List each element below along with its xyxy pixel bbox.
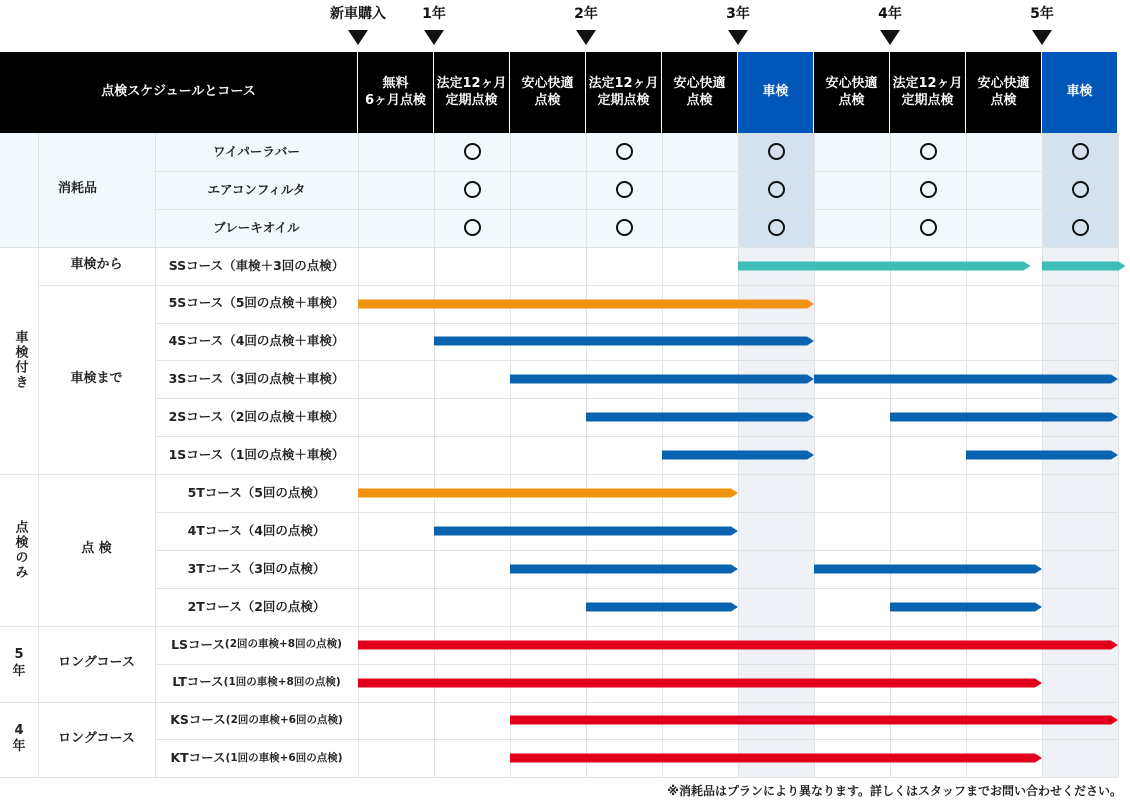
subgroup-label: ロングコース [58, 655, 135, 671]
course-bar-arrow [358, 678, 1042, 687]
course-label [155, 247, 358, 285]
milestone-arrow-icon [1032, 30, 1052, 45]
course-name: 2Sコース [168, 409, 224, 425]
milestone-arrow-icon [728, 30, 748, 45]
course-bar [738, 260, 1031, 272]
check-circle-icon [616, 219, 633, 236]
course-name: 2Tコース [187, 598, 242, 614]
course-bar-arrow [738, 261, 1031, 270]
check-circle-icon [768, 219, 785, 236]
course-bar-arrow [358, 299, 814, 308]
check-circle-icon [1072, 219, 1089, 236]
course-bar [966, 449, 1118, 461]
course-bar-arrow [814, 564, 1042, 573]
course-label [155, 702, 358, 740]
check-circle-icon [920, 181, 937, 198]
course-bar-arrow [434, 526, 738, 535]
group-label: 車検付き [12, 330, 28, 391]
course-bar [814, 563, 1042, 575]
course-detail: （車検＋3回の点検） [223, 257, 345, 273]
course-bar-arrow [890, 602, 1042, 611]
check-circle-icon [464, 219, 481, 236]
course-bar-arrow [1042, 261, 1126, 270]
course-bar [890, 601, 1042, 613]
course-detail: （5回の点検） [241, 484, 326, 500]
course-label [155, 739, 358, 777]
course-bar [1042, 260, 1126, 272]
check-circle-icon [464, 143, 481, 160]
course-bar-arrow [358, 640, 1118, 649]
course-bar [358, 487, 738, 499]
course-label [155, 588, 358, 626]
milestone-label: 3年 [726, 6, 750, 22]
header-column: 安心快適 点検 [510, 52, 586, 133]
consumable-item-label: ワイパーラバー [213, 143, 300, 159]
course-name: 4Tコース [187, 522, 242, 538]
course-name: 5Sコース [168, 295, 224, 311]
course-bar [510, 563, 738, 575]
course-bar-arrow [358, 489, 738, 498]
course-label [155, 474, 358, 512]
header-column: 安心快適 点検 [662, 52, 738, 133]
course-label [155, 550, 358, 588]
header-column: 法定12ヶ月 定期点検 [890, 52, 966, 133]
course-name: 3Tコース [187, 560, 242, 576]
course-name: 1Sコース [168, 447, 224, 462]
course-bar [510, 373, 814, 385]
course-bar-arrow [586, 602, 738, 611]
milestone-arrow-icon [576, 30, 596, 45]
group-label: 5 年 [12, 646, 26, 679]
course-name: 4Sコース [168, 333, 224, 349]
milestone-label: 2年 [574, 6, 598, 22]
subgroup-label: 車検から [70, 257, 123, 273]
course-label [155, 323, 358, 361]
header-column: 安心快適 点検 [814, 52, 890, 133]
course-label [155, 664, 358, 702]
footnote: ※消耗品はプランにより異なります。詳しくはスタッフまでお問い合わせください。 [667, 784, 1122, 798]
course-bar [358, 639, 1118, 651]
milestone-label: 4年 [878, 6, 902, 22]
course-bar-arrow [434, 337, 814, 346]
course-bar [662, 449, 814, 461]
grid-line-vertical [1118, 133, 1119, 777]
header-column: 車検 [1042, 52, 1118, 133]
course-bar-arrow [814, 375, 1118, 384]
course-detail: （4回の点検＋車検） [223, 333, 345, 349]
course-name: LSコース [171, 636, 225, 652]
consumables-group-label: 消耗品 [57, 181, 97, 197]
course-bar-arrow [586, 413, 814, 422]
subgroup-label: ロングコース [58, 730, 135, 746]
header-column: 車検 [738, 52, 814, 133]
course-bar [586, 601, 738, 613]
check-circle-icon [1072, 143, 1089, 160]
course-bar [434, 525, 738, 537]
course-bar [814, 373, 1118, 385]
course-bar [890, 411, 1118, 423]
course-bar-arrow [510, 564, 738, 573]
milestone-label: 1年 [422, 6, 446, 22]
milestone-label: 5年 [1030, 6, 1054, 22]
course-detail: （3回の点検＋車検） [223, 371, 345, 387]
course-name: KTコース [170, 750, 226, 766]
check-circle-icon [920, 219, 937, 236]
check-circle-icon [616, 181, 633, 198]
milestone-arrow-icon [348, 30, 368, 45]
course-label [155, 398, 358, 436]
course-bar-arrow [510, 754, 1042, 763]
header-column: 安心快適 点検 [966, 52, 1042, 133]
milestone-arrow-icon [424, 30, 444, 45]
course-bar-arrow [890, 413, 1118, 422]
consumable-item-label: ブレーキオイル [213, 219, 300, 235]
course-bar-arrow [966, 451, 1118, 460]
course-label [155, 626, 358, 664]
course-bar [510, 752, 1042, 764]
course-detail: （1回の点検＋車検） [223, 447, 345, 462]
header-column: 無料 6ヶ月点検 [358, 52, 434, 133]
course-label [155, 360, 358, 398]
check-circle-icon [920, 143, 937, 160]
course-bar [358, 298, 814, 310]
course-name: 3Sコース [168, 371, 224, 387]
milestone-label: 新車購入 [330, 6, 386, 22]
course-bar [510, 714, 1118, 726]
course-label [155, 436, 358, 474]
course-label [155, 512, 358, 550]
course-detail: (2回の車検+6回の点検) [225, 713, 343, 726]
course-name: 5Tコース [187, 484, 242, 500]
check-circle-icon [1072, 181, 1089, 198]
header-column: 法定12ヶ月 定期点検 [434, 52, 510, 133]
course-detail: （3回の点検） [241, 560, 326, 576]
course-detail: （2回の点検＋車検） [223, 409, 345, 425]
milestone-arrow-icon [880, 30, 900, 45]
group-label: 点検のみ [12, 519, 28, 580]
course-detail: (2回の車検+8回の点検) [224, 637, 342, 650]
check-circle-icon [768, 181, 785, 198]
course-bar-arrow [662, 451, 814, 460]
course-name: SSコース [168, 257, 224, 273]
group-label: 4 年 [12, 722, 26, 755]
consumable-item-label: エアコンフィルタ [207, 181, 306, 197]
course-detail: （2回の点検） [241, 598, 326, 614]
course-bar [586, 411, 814, 423]
header-title: 点検スケジュールとコース [0, 52, 358, 133]
course-detail: (1回の車検+8回の点検) [223, 675, 341, 688]
course-detail: (1回の車検+6回の点検) [225, 751, 343, 764]
check-circle-icon [768, 143, 785, 160]
course-bar [358, 677, 1042, 689]
check-circle-icon [616, 143, 633, 160]
course-detail: （5回の点検＋車検） [223, 295, 345, 311]
course-bar [434, 335, 814, 347]
subgroup-label: 点 検 [81, 541, 112, 557]
check-circle-icon [464, 181, 481, 198]
course-bar-arrow [510, 716, 1118, 725]
header-column: 法定12ヶ月 定期点検 [586, 52, 662, 133]
course-name: LTコース [172, 674, 224, 690]
course-label [155, 285, 358, 323]
course-detail: （4回の点検） [241, 522, 326, 538]
grid-line-horizontal [0, 777, 1118, 778]
subgroup-label: 車検まで [70, 370, 123, 386]
course-bar-arrow [510, 375, 814, 384]
course-name: KSコース [170, 712, 226, 728]
